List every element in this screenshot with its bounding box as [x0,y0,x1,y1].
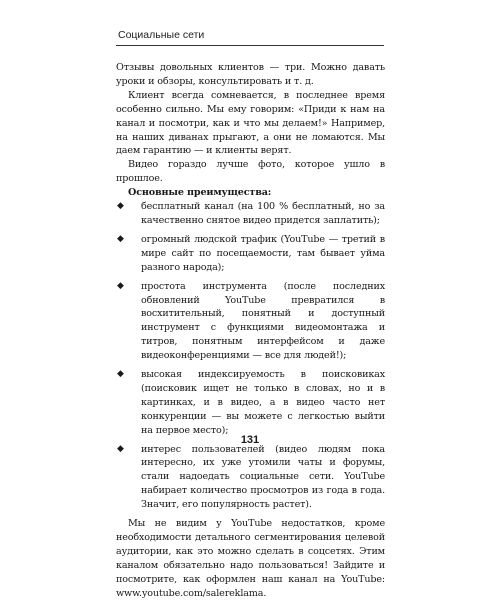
diamond-bullet-icon: ◆ [117,280,124,291]
list-item [116,443,385,513]
page-body [116,61,385,601]
header-rule [116,45,384,46]
paragraph-1: Отзывы довольных клиентов — три. Можно давать уроки и обзоры, консультировать и т. д. [116,62,385,87]
advantages-list [116,200,385,512]
list-item-text: высокая индексируемость в поисковиках (поисковик ищет не только в словах, но и в картинках, и в видео, а в видео часто нет конкуренции — вы можете с легкостью выйти на первое место); [141,369,385,436]
diamond-bullet-icon: ◆ [117,443,124,454]
list-item [116,280,385,363]
list-item [116,200,385,228]
diamond-bullet-icon: ◆ [117,233,124,244]
advantages-heading: Основные преимущества: [128,187,272,199]
list-item [116,233,385,275]
running-head: Социальные сети [118,29,205,41]
diamond-bullet-icon: ◆ [117,201,124,212]
list-item [116,368,385,438]
list-item-text: простота инструмента (после последних обновлений YouTube превратился в восхитительный, понятный и доступный инструмент с функциями видеомонтажа и титров, понятным интерфейсом и даже видеоконференциями — все для людей!); [141,280,385,362]
list-item-text: интерес пользователей (видео людям пока интересно, их уже утомили чаты и форумы, стали надоедать социальные сети. YouTube набирает количество просмотров из года в года. Значит, его популярность растет). [141,443,385,511]
paragraph-3: Видео гораздо лучше фото, которое ушло в прошлое. [116,159,385,185]
closing-paragraph: Мы не видим у YouTube недостатков, кроме необходимости детального сегментирования целевой аудитории, как это можно сделать в соцсетях. Этим каналом обязательно надо пользоваться! Зайдите и посмотрите, как оформлен наш канал на YouTube: www.youtube.com/salereklama. [116,518,385,599]
paragraph-2: Клиент всегда сомневается, в последнее время особенно сильно. Мы ему говорим: «Приди к нам на канал и посмотри, как и что мы делаем!» Например, на наших диванах прыгают, а они не ломаются. Мы даем гарантию — и клиенты верят. [116,89,385,157]
list-item-text: бесплатный канал (на 100 % бесплатный, но за качественно снятое видео придется заплатить); [141,201,385,226]
list-item-text: огромный людской трафик (YouTube — третий в мире сайт по посещаемости, там бывает уйма разного народа); [141,233,385,273]
page-number: 131 [240,434,260,446]
diamond-bullet-icon: ◆ [117,369,124,380]
